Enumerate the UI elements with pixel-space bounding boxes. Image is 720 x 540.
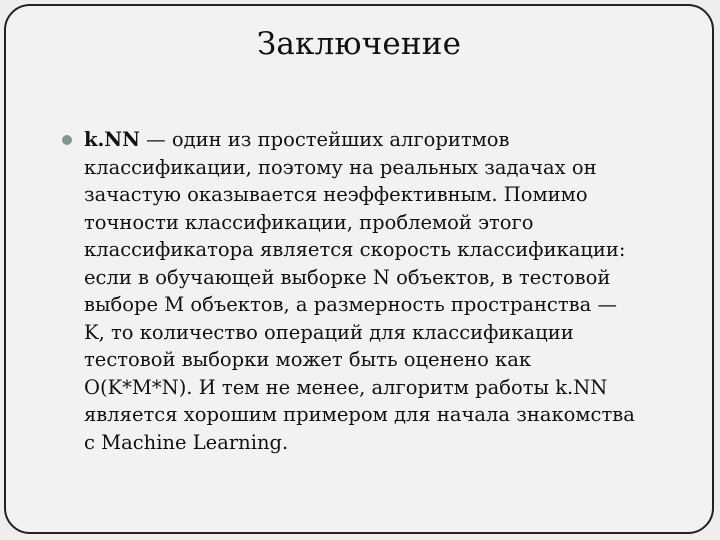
bullet-text	[84, 126, 684, 456]
bullet-item	[84, 126, 684, 456]
text-line	[84, 126, 684, 154]
slide-title: Заключение	[256, 26, 462, 62]
knn-term: k.NN	[84, 128, 140, 151]
text-line: является хорошим примером для начала знакомства	[84, 403, 635, 426]
text-line: зачастую оказывается неэффективным. Помимо	[84, 183, 588, 206]
text-line: O(K*M*N). И тем не менее, алгоритм работы k.NN	[84, 375, 608, 399]
text-line: если в обучающей выборке N объектов, в тестовой	[84, 265, 611, 289]
first-line-rest: — один из простейших алгоритмов	[139, 128, 510, 151]
text-line: выборе M объектов, а размерность пространства —	[84, 293, 617, 316]
slide	[4, 4, 714, 534]
text-line: K, то количество операций для классификации	[84, 320, 574, 344]
text-line: точности классификации, проблемой этого	[84, 210, 534, 234]
bullet-dot-icon	[62, 135, 72, 145]
text-line: классификатора является скорость классификации:	[84, 238, 626, 261]
text-line: тестовой выборки может быть оценено как	[84, 348, 532, 371]
text-line: классификации, поэтому на реальных задачах он	[84, 155, 597, 179]
text-line: с Machine Learning.	[84, 430, 289, 454]
